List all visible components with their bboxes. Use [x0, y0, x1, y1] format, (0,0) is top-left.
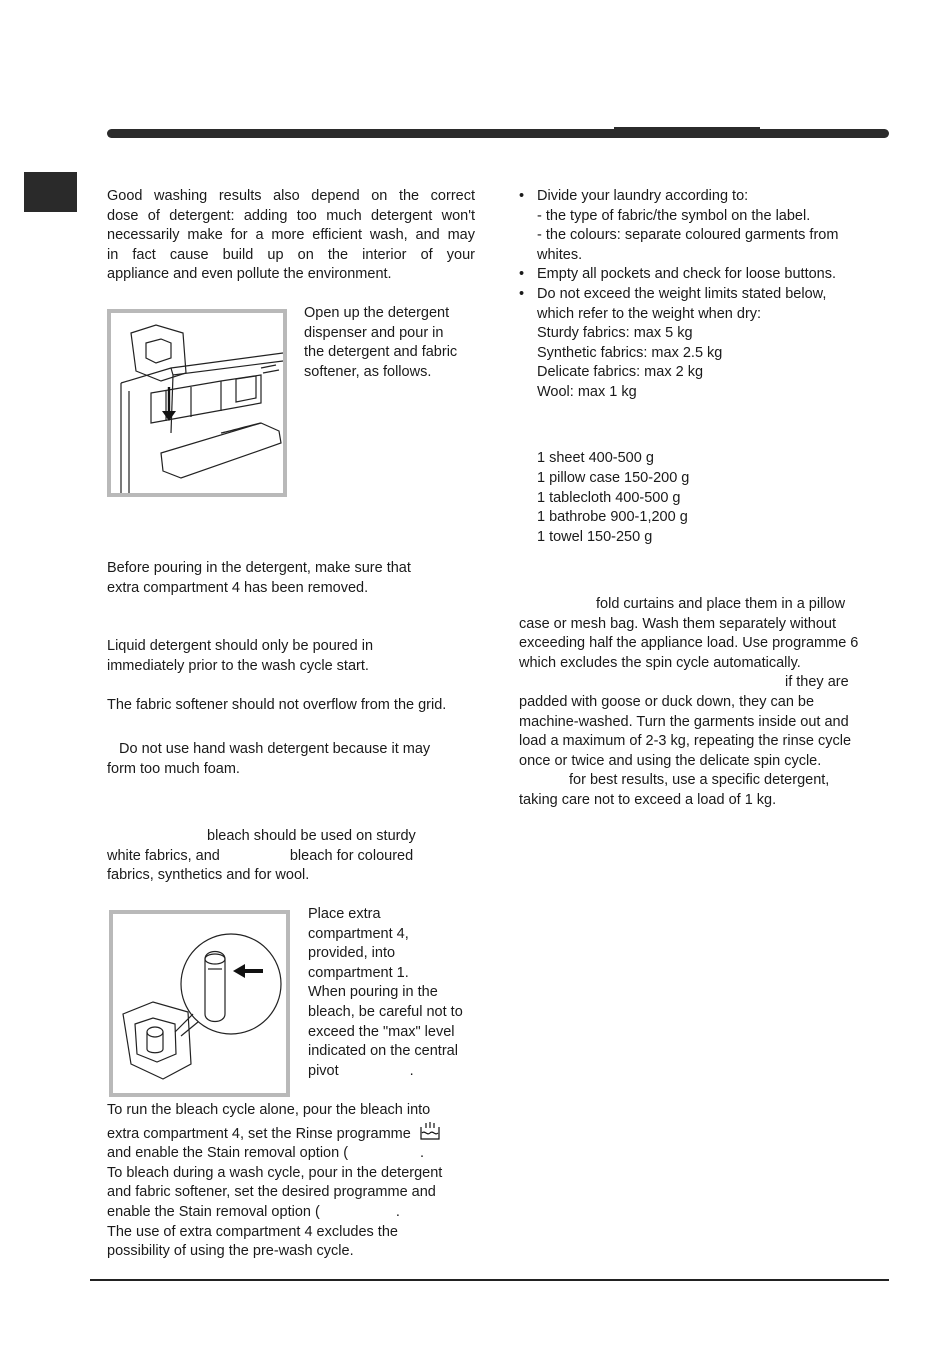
bleach-caption: Place extra compartment 4, provided, into compartment 1. When pouring in the bleach, be careful not to exceed the "max" level indicated on the central pivot .: [308, 906, 463, 1079]
special-items-paragraph: fold curtains and place them in a pillow case or mesh bag. Wash them separately without exceeding half the appliance load. Use programme 6 which excludes the spin cycle automatically. if they are padded with goose or duck down, they can be machine-washed. Turn the garments inside out and load a maximum of 2-3 kg, repeating the rinse cycle once or twice and using the delicate spin cycle. for best results, use a specific detergent, taking care not to exceed a load of 1 kg.: [519, 596, 859, 808]
list-item: Delicate fabrics: max 2 kg: [537, 364, 704, 381]
rinse-programme-icon: [418, 1121, 442, 1143]
list-item: 1 pillow case 150-200 g: [537, 469, 690, 486]
language-tab: [24, 172, 77, 212]
sorting-list: [519, 187, 838, 403]
hand-wash-note: Do not use hand wash detergent because it may form too much foam.: [107, 741, 431, 777]
list-item: Wool: max 1 kg: [537, 383, 637, 400]
dispenser-drawing: [111, 313, 283, 493]
bleach-compartment-illustration: [109, 910, 290, 1097]
list-item: Synthetic fabrics: max 2.5 kg: [537, 344, 723, 361]
bleach-cycle-paragraph: To run the bleach cycle alone, pour the bleach into extra compartment 4, set the Rinse programme and enable the Stain removal option ( . To bleach during a wash cycle, pour in the detergent and fabric softener, set the desired programme and enable the Stain removal option ( . The use of extra compartment 4 excludes the possibility of using the pre-wash cycle.: [107, 1102, 443, 1260]
top-header-rule: [107, 129, 889, 138]
softener-note: The fabric softener should not overflow from the grid.: [107, 697, 447, 713]
footer-rule: [90, 1279, 889, 1281]
list-item: 1 sheet 400-500 g: [537, 450, 654, 466]
list-item: - the type of fabric/the symbol on the label.: [537, 207, 811, 224]
list-item: • Do not exceed the weight limits stated below,: [519, 285, 827, 302]
list-item: which refer to the weight when dry:: [537, 305, 762, 322]
list-item: 1 towel 150-250 g: [537, 529, 653, 546]
list-item: Sturdy fabrics: max 5 kg: [537, 325, 693, 342]
list-item: • Empty all pockets and check for loose buttons.: [519, 266, 837, 283]
list-item: whites.: [537, 246, 583, 263]
before-pouring-paragraph: Before pouring in the detergent, make sure that extra compartment 4 has been removed.: [107, 560, 411, 596]
intro-paragraph: Good washing results also depend on the correct dose of detergent: adding too much detergent won't necessarily make for a more efficient wash, and may in fact cause build up on the interior of your appliance and even pollute the environment.: [107, 188, 475, 283]
list-item: - the colours: separate coloured garments from: [537, 227, 839, 244]
list-item: • Divide your laundry according to:: [519, 188, 749, 204]
list-item: 1 tablecloth 400-500 g: [537, 489, 681, 506]
liquid-detergent-paragraph: Liquid detergent should only be poured in immediately prior to the wash cycle start.: [107, 638, 374, 674]
bleach-types-paragraph: bleach should be used on sturdy white fabrics, and bleach for coloured fabrics, synthetics and for wool.: [107, 828, 416, 884]
bleach-compartment-drawing: [113, 914, 286, 1093]
header-rule-accent: [614, 127, 760, 129]
detergent-dispenser-illustration: [107, 309, 287, 497]
item-weights-list: [537, 449, 689, 548]
dispenser-caption: Open up the detergent dispenser and pour in the detergent and fabric softener, as follows.: [304, 305, 458, 380]
list-item: 1 bathrobe 900-1,200 g: [537, 509, 688, 526]
